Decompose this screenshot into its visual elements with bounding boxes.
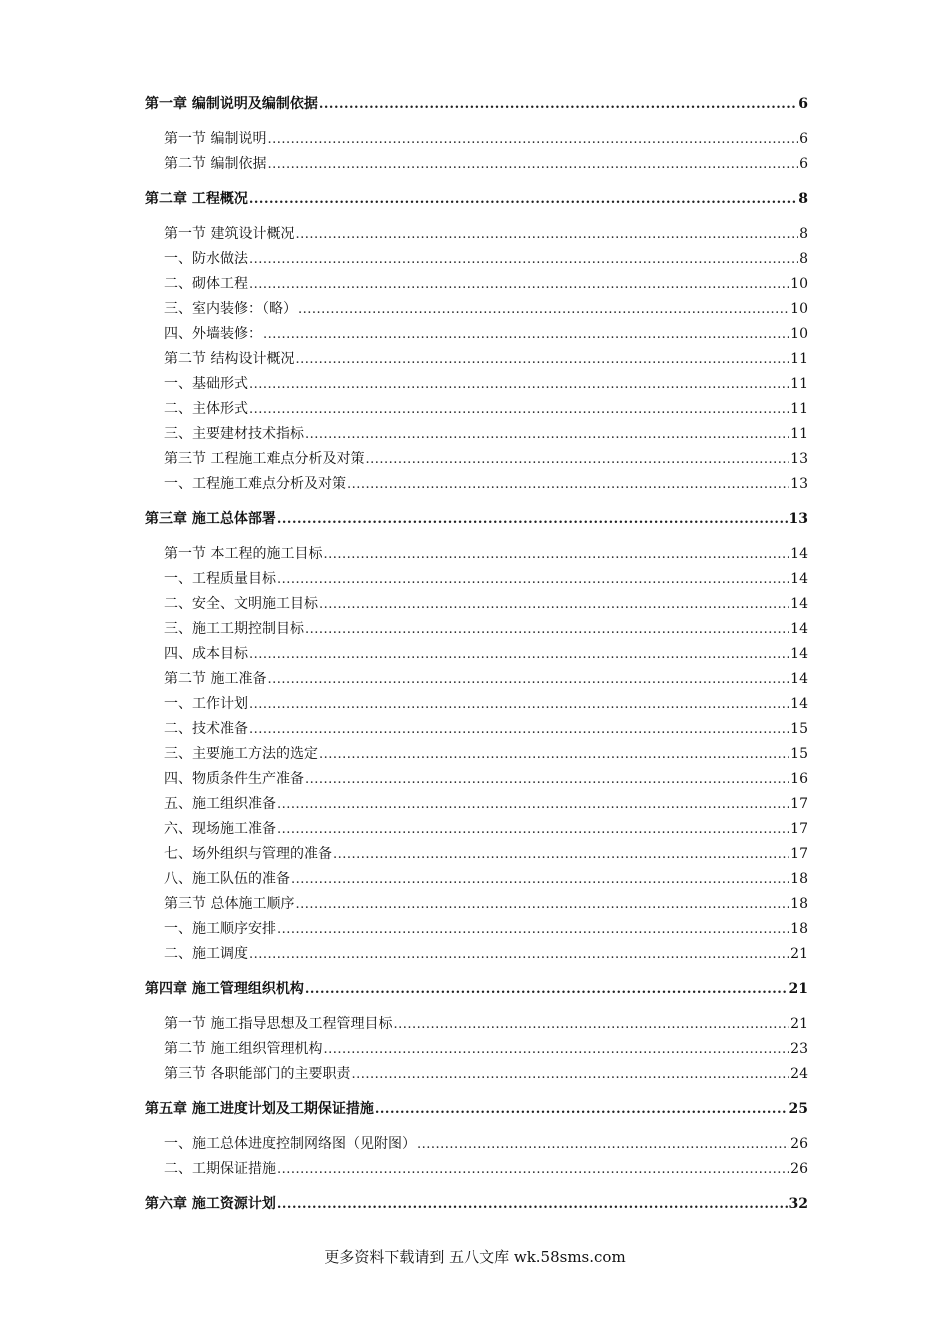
- toc-page-number: 16: [790, 771, 808, 787]
- toc-title: 三、主要施工方法的选定: [164, 746, 318, 762]
- toc-title: 三、主要建材技术指标: [164, 426, 304, 442]
- toc-chapter-row[interactable]: [145, 503, 808, 528]
- toc-leader-dots: [319, 746, 789, 763]
- toc-page-number: 15: [790, 721, 808, 737]
- toc-entry-row[interactable]: [145, 713, 808, 738]
- toc-entry-row[interactable]: [145, 538, 808, 563]
- toc-leader-dots: [305, 981, 788, 998]
- toc-entry-row[interactable]: [145, 613, 808, 638]
- toc-page-number: 17: [790, 821, 808, 837]
- toc-page-number: 17: [790, 796, 808, 812]
- toc-leader-dots: [365, 451, 789, 468]
- toc-page-number: 10: [790, 276, 808, 292]
- toc-page-number: 14: [790, 596, 808, 612]
- toc-page-number: 14: [790, 571, 808, 587]
- toc-page-number: 14: [790, 621, 808, 637]
- toc-title: 二、安全、文明施工目标: [164, 596, 318, 612]
- toc-leader-dots: [277, 571, 789, 588]
- toc-title: 八、施工队伍的准备: [164, 871, 290, 887]
- toc-page-number: 13: [790, 451, 808, 467]
- toc-entry-row[interactable]: [145, 738, 808, 763]
- toc-page-number: 18: [790, 871, 808, 887]
- toc-entry-row[interactable]: [145, 1058, 808, 1083]
- toc-title: 第一节 本工程的施工目标: [164, 546, 323, 562]
- toc-leader-dots: [277, 921, 789, 938]
- toc-title: 三、施工工期控制目标: [164, 621, 304, 637]
- toc-page-number: 13: [790, 476, 808, 492]
- toc-chapter-row[interactable]: [145, 1188, 808, 1213]
- toc-leader-dots: [277, 796, 789, 813]
- toc-title: 第六章 施工资源计划: [145, 1196, 276, 1212]
- toc-title: 二、工期保证措施: [164, 1161, 276, 1177]
- toc-leader-dots: [291, 871, 789, 888]
- toc-title: 第一章 编制说明及编制依据: [145, 96, 318, 112]
- toc-leader-dots: [298, 301, 789, 318]
- toc-leader-dots: [393, 1016, 789, 1033]
- toc-page-number: 10: [790, 326, 808, 342]
- toc-entry-row[interactable]: [145, 218, 808, 243]
- toc-title: 五、施工组织准备: [164, 796, 276, 812]
- toc-leader-dots: [305, 771, 789, 788]
- toc-title: 六、现场施工准备: [164, 821, 276, 837]
- toc-entry-row[interactable]: [145, 468, 808, 493]
- toc-leader-dots: [277, 821, 789, 838]
- toc-title: 第二节 编制依据: [164, 156, 267, 172]
- toc-entry-row[interactable]: [145, 838, 808, 863]
- toc-title: 一、防水做法: [164, 251, 248, 267]
- toc-page-number: 21: [790, 946, 808, 962]
- toc-leader-dots: [305, 426, 789, 443]
- toc-page-number: 11: [790, 426, 808, 442]
- toc-leader-dots: [249, 401, 789, 418]
- toc-entry-row[interactable]: [145, 318, 808, 343]
- toc-leader-dots: [267, 156, 798, 173]
- toc-page-number: 11: [790, 401, 808, 417]
- toc-title: 二、施工调度: [164, 946, 248, 962]
- toc-leader-dots: [267, 671, 789, 688]
- toc-leader-dots: [295, 226, 798, 243]
- toc-page-number: 21: [788, 981, 808, 997]
- toc-title: 七、场外组织与管理的准备: [164, 846, 332, 862]
- toc-chapter-row[interactable]: [145, 183, 808, 208]
- toc-title: 二、主体形式: [164, 401, 248, 417]
- toc-entry-row[interactable]: [145, 888, 808, 913]
- toc-page-number: 8: [798, 191, 808, 207]
- toc-entry-row[interactable]: [145, 763, 808, 788]
- toc-title: 第一节 施工指导思想及工程管理目标: [164, 1016, 393, 1032]
- toc-leader-dots: [347, 476, 789, 493]
- toc-title: 第二节 结构设计概况: [164, 351, 295, 367]
- toc-chapter-row[interactable]: [145, 973, 808, 998]
- toc-page-number: 26: [790, 1136, 808, 1152]
- toc-entry-row[interactable]: [145, 788, 808, 813]
- toc-leader-dots: [333, 846, 789, 863]
- toc-entry-row[interactable]: [145, 148, 808, 173]
- toc-page-number: 18: [790, 896, 808, 912]
- toc-leader-dots: [249, 721, 789, 738]
- toc-page-number: 10: [790, 301, 808, 317]
- toc-title: 第一节 建筑设计概况: [164, 226, 295, 242]
- toc-page-number: 11: [790, 376, 808, 392]
- toc-page-number: 24: [790, 1066, 808, 1082]
- toc-title: 一、施工顺序安排: [164, 921, 276, 937]
- toc-page-number: 11: [790, 351, 808, 367]
- toc-leader-dots: [277, 1196, 788, 1213]
- toc-entry-row[interactable]: [145, 638, 808, 663]
- toc-title: 一、施工总体进度控制网络图（见附图）: [164, 1136, 416, 1152]
- toc-page-number: 13: [788, 511, 808, 527]
- toc-title: 第二章 工程概况: [145, 191, 248, 207]
- toc-page-number: 32: [788, 1196, 808, 1212]
- toc-leader-dots: [249, 376, 789, 393]
- toc-leader-dots: [277, 511, 788, 528]
- toc-entry-row[interactable]: [145, 293, 808, 318]
- toc-page-number: 26: [790, 1161, 808, 1177]
- toc-title: 第二节 施工准备: [164, 671, 267, 687]
- toc-leader-dots: [323, 546, 789, 563]
- toc-entry-row[interactable]: [145, 123, 808, 148]
- toc-title: 第二节 施工组织管理机构: [164, 1041, 323, 1057]
- toc-entry-row[interactable]: [145, 243, 808, 268]
- toc-title: 第一节 编制说明: [164, 131, 267, 147]
- toc-page-number: 18: [790, 921, 808, 937]
- toc-entry-row[interactable]: [145, 1033, 808, 1058]
- toc-title: 三、室内装修：（略）: [164, 301, 297, 317]
- table-of-contents: [145, 88, 808, 1213]
- toc-title: 第三章 施工总体部署: [145, 511, 276, 527]
- page-footer: 更多资料下载请到 五八文库 wk.58sms.com: [324, 1248, 626, 1266]
- toc-leader-dots: [267, 131, 798, 148]
- toc-entry-row[interactable]: [145, 368, 808, 393]
- toc-entry-row[interactable]: [145, 688, 808, 713]
- toc-page-number: 17: [790, 846, 808, 862]
- toc-entry-row[interactable]: [145, 268, 808, 293]
- toc-page-number: 6: [799, 156, 808, 172]
- toc-entry-row[interactable]: [145, 563, 808, 588]
- toc-title: 一、基础形式: [164, 376, 248, 392]
- toc-leader-dots: [375, 1101, 788, 1118]
- toc-chapter-row[interactable]: [145, 1093, 808, 1118]
- toc-page-number: 21: [790, 1016, 808, 1032]
- toc-title: 第四章 施工管理组织机构: [145, 981, 304, 997]
- toc-title: 第三节 各职能部门的主要职责: [164, 1066, 351, 1082]
- toc-title: 四、外墙装修：: [164, 326, 262, 342]
- toc-leader-dots: [319, 596, 789, 613]
- toc-leader-dots: [249, 251, 798, 268]
- toc-page-number: 6: [799, 131, 808, 147]
- toc-entry-row[interactable]: [145, 588, 808, 613]
- toc-leader-dots: [249, 276, 789, 293]
- toc-leader-dots: [319, 96, 797, 113]
- toc-entry-row[interactable]: [145, 443, 808, 468]
- toc-title: 一、工程施工难点分析及对策: [164, 476, 346, 492]
- toc-leader-dots: [249, 696, 789, 713]
- toc-page-number: 14: [790, 696, 808, 712]
- toc-leader-dots: [249, 946, 789, 963]
- toc-entry-row[interactable]: [145, 1153, 808, 1178]
- toc-title: 一、工程质量目标: [164, 571, 276, 587]
- toc-page-number: 14: [790, 546, 808, 562]
- toc-entry-row[interactable]: [145, 343, 808, 368]
- toc-leader-dots: [305, 621, 789, 638]
- toc-page-number: 6: [798, 96, 808, 112]
- toc-page-number: 15: [790, 746, 808, 762]
- toc-leader-dots: [263, 326, 789, 343]
- toc-leader-dots: [323, 1041, 789, 1058]
- toc-title: 第三节 工程施工难点分析及对策: [164, 451, 365, 467]
- toc-leader-dots: [417, 1136, 789, 1153]
- toc-title: 四、成本目标: [164, 646, 248, 662]
- toc-chapter-row[interactable]: [145, 88, 808, 113]
- toc-entry-row[interactable]: [145, 418, 808, 443]
- toc-title: 第三节 总体施工顺序: [164, 896, 295, 912]
- toc-page-number: 14: [790, 671, 808, 687]
- toc-leader-dots: [249, 191, 797, 208]
- toc-page-number: 23: [790, 1041, 808, 1057]
- toc-entry-row[interactable]: [145, 863, 808, 888]
- toc-title: 二、技术准备: [164, 721, 248, 737]
- toc-title: 二、砌体工程: [164, 276, 248, 292]
- toc-page-number: 8: [799, 251, 808, 267]
- toc-entry-row[interactable]: [145, 813, 808, 838]
- toc-entry-row[interactable]: [145, 393, 808, 418]
- toc-title: 第五章 施工进度计划及工期保证措施: [145, 1101, 374, 1117]
- toc-title: 一、工作计划: [164, 696, 248, 712]
- toc-entry-row[interactable]: [145, 1008, 808, 1033]
- toc-page-number: 25: [788, 1101, 808, 1117]
- toc-entry-row[interactable]: [145, 1128, 808, 1153]
- toc-page-number: 14: [790, 646, 808, 662]
- toc-leader-dots: [295, 351, 789, 368]
- toc-leader-dots: [277, 1161, 789, 1178]
- toc-entry-row[interactable]: [145, 663, 808, 688]
- toc-page-number: 8: [799, 226, 808, 242]
- toc-title: 四、物质条件生产准备: [164, 771, 304, 787]
- toc-leader-dots: [351, 1066, 789, 1083]
- toc-leader-dots: [295, 896, 789, 913]
- toc-leader-dots: [249, 646, 789, 663]
- toc-entry-row[interactable]: [145, 938, 808, 963]
- toc-entry-row[interactable]: [145, 913, 808, 938]
